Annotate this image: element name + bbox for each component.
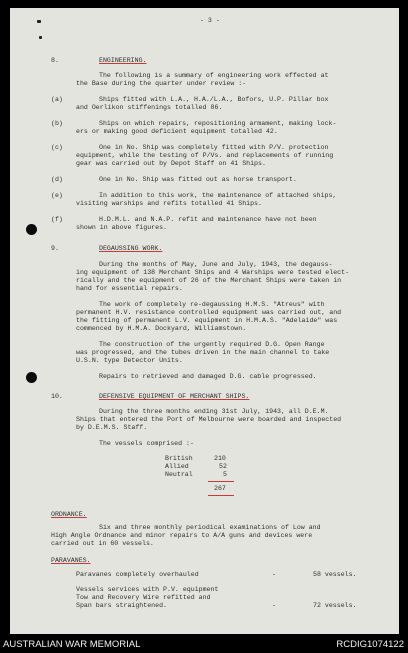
section-10-p1-line-3: by D.E.M.S. Staff. xyxy=(76,424,148,431)
section-8-number: 8. xyxy=(51,57,59,64)
paravanes-row-2-line-3: Span bars straightened. xyxy=(76,602,168,609)
item-e-label: (e) xyxy=(51,192,63,199)
item-c-label: (c) xyxy=(51,144,63,151)
item-d-label: (d) xyxy=(51,176,63,183)
item-f-line-2: shown in above figures. xyxy=(76,224,168,231)
section-9-p1-line-1: During the months of May, June and July, 1943, the degauss- xyxy=(99,261,333,268)
item-c-line-3: gear was carried out by Depot Staff on 41 Ships. xyxy=(76,160,266,167)
section-10-p1-line-2: Ships that entered the Port of Melbourne were boarded and inspected xyxy=(76,416,342,423)
vessel-type-allied: Allied xyxy=(165,463,189,470)
item-e-line-2: visiting warships and refits totalled 41 Ships. xyxy=(76,200,262,207)
vessels-comprised-label: The vessels comprised :- xyxy=(99,440,194,447)
section-9-p4: Repairs to retrieved and damaged D.G. cable progressed. xyxy=(99,373,317,380)
section-9-heading: DEGAUSSING WORK. xyxy=(99,245,163,252)
section-9-p3-line-3: U.S.N. type Detector Units. xyxy=(76,357,183,364)
vessel-type-british: British xyxy=(165,455,193,462)
punch-hole-lower xyxy=(26,372,37,383)
ordnance-heading: ORDNANCE. xyxy=(51,511,87,518)
ordnance-line-1: Six and three monthly periodical examinations of Low and xyxy=(99,524,321,531)
archive-footer xyxy=(0,637,408,653)
section-10-heading: DEFENSIVE EQUIPMENT OF MERCHANT SHIPS. xyxy=(99,393,250,400)
section-9-p2-line-4: commenced by H.M.A. Dockyard, Williamstown. xyxy=(76,325,247,332)
vessel-count-british: 210 xyxy=(214,455,226,462)
paravanes-row-1-dash: - xyxy=(272,571,276,578)
item-b-line-2: ers or making good deficient equipment totalled 42. xyxy=(76,128,278,135)
section-9-p2-line-1: The work of completely re-degaussing H.M.S. "Atreus" with xyxy=(99,301,325,308)
paravanes-row-2-dash: - xyxy=(272,602,276,609)
item-b-line-1: Ships on which repairs, repositioning armament, making lock- xyxy=(99,120,337,127)
section-8-intro-line-2: the Base during the quarter under review :- xyxy=(76,80,247,87)
page-number: - 3 - xyxy=(200,17,220,24)
section-8-intro-line-1: The following is a summary of engineering work effected at xyxy=(99,72,329,79)
vessel-type-neutral: Neutral xyxy=(165,471,193,478)
sum-rule-bottom xyxy=(208,495,234,496)
sum-rule-top xyxy=(208,481,234,482)
item-d-line-1: One in No. Ship was fitted out as horse transport. xyxy=(99,176,297,183)
section-9-p2-line-2: permanent H.V. resistance controlled equipment was carried out, and xyxy=(76,309,342,316)
item-f-label: (f) xyxy=(51,216,63,223)
section-9-number: 9. xyxy=(51,245,59,252)
vessels-total: 267 xyxy=(214,485,226,492)
section-10-number: 10. xyxy=(51,393,63,400)
item-a-line-2: and Oerlikon stiffenings totalled 86. xyxy=(76,104,223,111)
footer-record-id: RCDIG1074122 xyxy=(336,639,404,650)
punch-hole-upper xyxy=(26,224,37,235)
section-9-p2-line-3: the fitting of permanent L.V. equipment in H.M.A.S. "Adelaide" was xyxy=(76,317,338,324)
item-a-line-1: Ships fitted with L.A., H.A./L.A., Bofors, U.P. Pillar box xyxy=(99,96,329,103)
item-c-line-2: equipment, while the testing of P/Vs. and replacements of running xyxy=(76,152,334,159)
document-page xyxy=(10,8,399,634)
item-c-line-1: One in No. Ship was completely fitted with P/V. protection xyxy=(99,144,329,151)
item-b-label: (b) xyxy=(51,120,63,127)
ordnance-line-3: carried out in 60 vessels. xyxy=(51,540,154,547)
section-9-p3-line-1: The construction of the urgently required D.G. Open Range xyxy=(99,341,325,348)
vessel-count-allied: 52 xyxy=(219,463,227,470)
paravanes-row-2-line-2: Tow and Recovery Wire refitted and xyxy=(76,594,211,601)
paravanes-row-1-text: Paravanes completely overhauled xyxy=(76,571,199,578)
section-10-p1-line-1: During the three months ending 31st July, 1943, all D.E.M. xyxy=(99,408,329,415)
staple-mark-lower xyxy=(39,36,42,39)
ordnance-line-2: High Angle Ordnance and minor repairs to A/A guns and devices were xyxy=(51,532,313,539)
staple-mark xyxy=(37,20,41,23)
section-9-p3-line-2: was progressed, and the tubes driven in the main channel to take xyxy=(76,349,330,356)
item-f-line-1: H.D.M.L. and N.A.P. refit and maintenance have not been xyxy=(99,216,317,223)
section-9-p1-line-2: ing equipment of 138 Merchant Ships and 4 Warships were tested elect- xyxy=(76,269,350,276)
item-a-label: (a) xyxy=(51,96,63,103)
footer-institution: AUSTRALIAN WAR MEMORIAL xyxy=(3,639,141,650)
paravanes-row-2-value: 72 vessels. xyxy=(313,602,357,609)
paravanes-row-1-value: 58 vessels. xyxy=(313,571,357,578)
item-e-line-1: In addition to this work, the maintenance of attached ships, xyxy=(99,192,337,199)
paravanes-row-2-line-1: Vessels services with P.V. equipment xyxy=(76,586,219,593)
section-9-p1-line-3: rically and the equipment of 26 of the Merchant Ships were taken in xyxy=(76,277,342,284)
section-9-p1-line-4: hand for essential repairs. xyxy=(76,285,183,292)
vessel-count-neutral: 5 xyxy=(223,471,227,478)
section-8-heading: ENGINEERING. xyxy=(99,57,147,64)
paravanes-heading: PARAVANES. xyxy=(51,557,91,564)
